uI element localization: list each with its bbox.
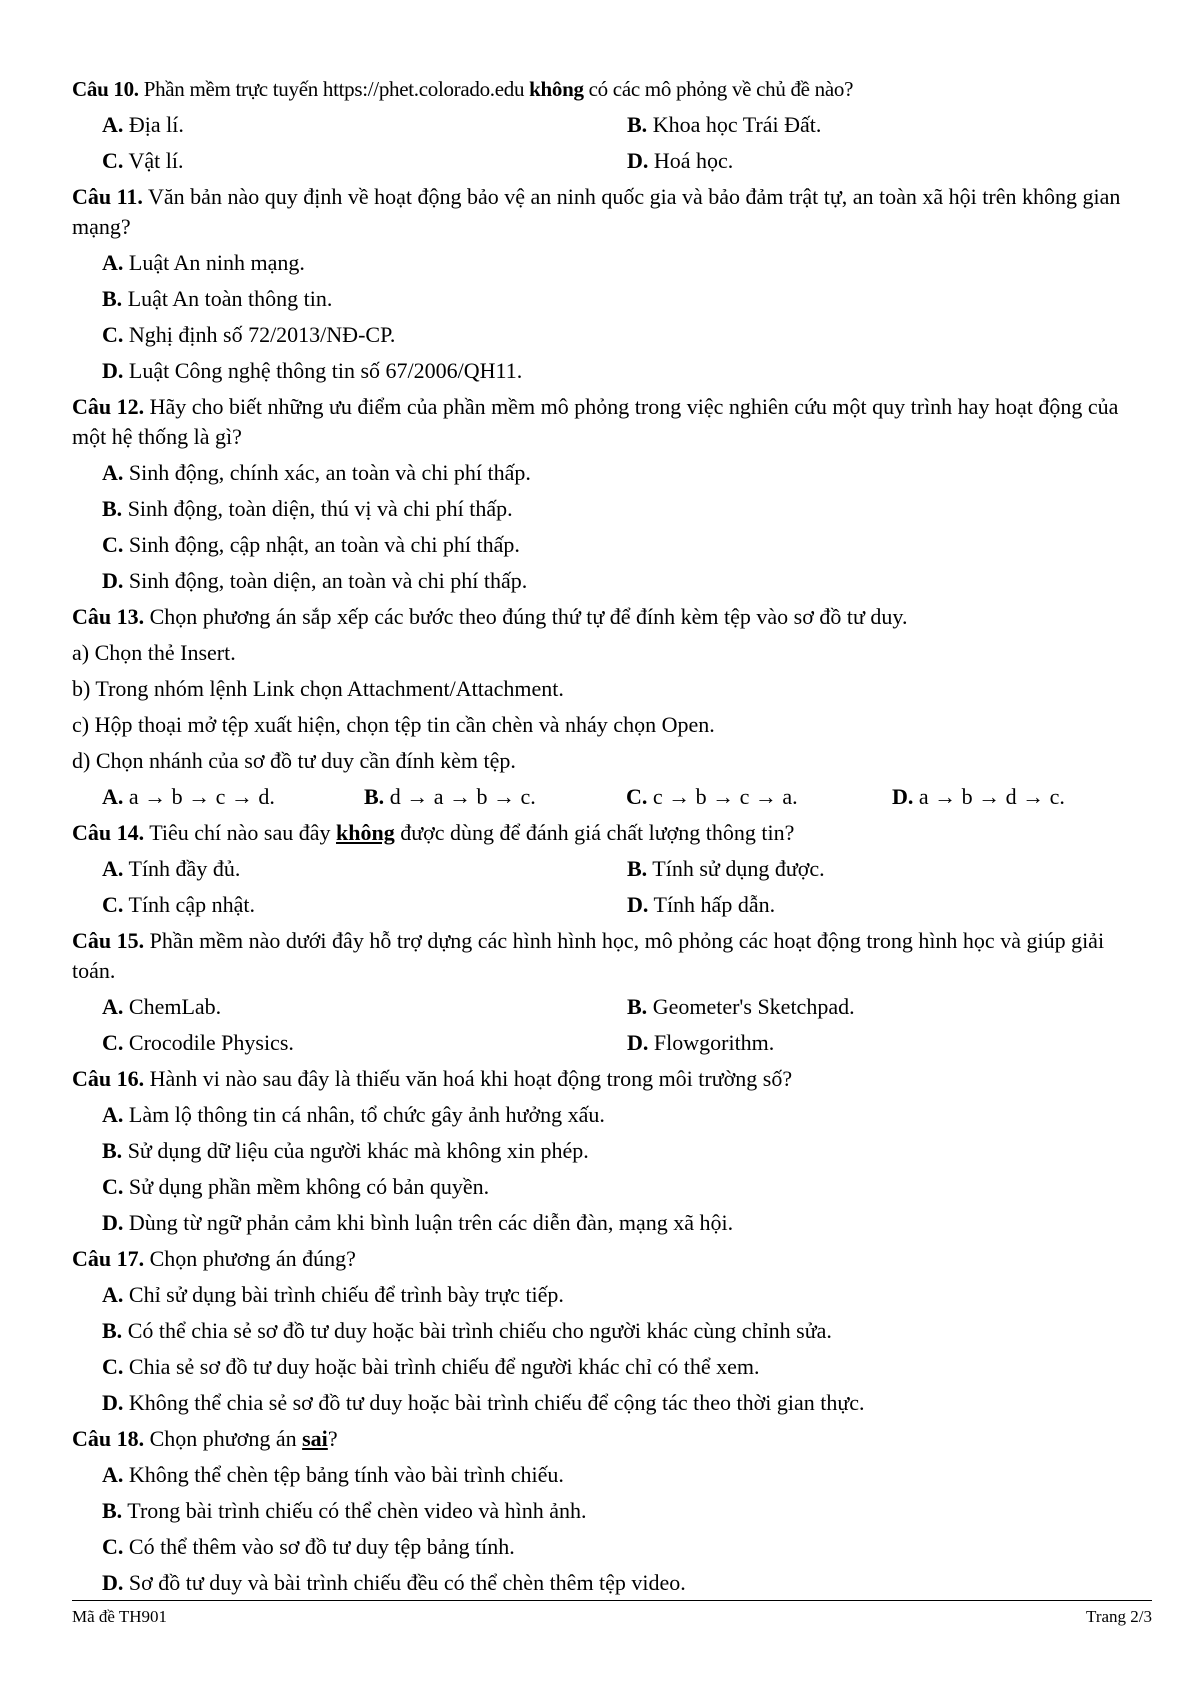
option-c: C. Vật lí. [102,148,184,173]
options-row [102,854,1152,884]
question-12 [72,392,1152,452]
option-d: D. Sinh động, toàn diện, an toàn và chi phí thấp. [102,568,528,593]
option-d: D. Dùng từ ngữ phản cảm khi bình luận trên các diễn đàn, mạng xã hội. [102,1210,734,1235]
question-label: Câu 12. [72,394,145,419]
option-b: B. Geometer's Sketchpad. [627,994,855,1019]
question-label: Câu 14. [72,820,145,845]
question-10 [72,74,1152,104]
question-label: Câu 15. [72,928,145,953]
question-text: Chọn phương án [149,1426,297,1451]
question-text: Chọn phương án đúng? [149,1246,356,1271]
page-footer [72,1606,1152,1628]
option-c: C. c → b → c → a. [626,784,798,809]
question-text: Phần mềm trực tuyến https://phet.colorado.edu [143,77,525,101]
question-text: Hành vi nào sau đây là thiếu văn hoá khi hoạt động trong môi trường số? [149,1066,793,1091]
question-label: Câu 13. [72,604,145,629]
option-a: A. Sinh động, chính xác, an toàn và chi phí thấp. [102,460,531,485]
question-text: ? [327,1426,338,1451]
option-d: D. a → b → d → c. [892,784,1065,809]
question-text: được dùng để đánh giá chất lượng thông tin? [400,820,795,845]
option-c: C. Chia sẻ sơ đồ tư duy hoặc bài trình chiếu để người khác chỉ có thể xem. [102,1354,760,1379]
option-d: D. Hoá học. [627,148,734,173]
option-b: B. Sinh động, toàn diện, thú vị và chi phí thấp. [102,496,513,521]
option-d: D. Tính hấp dẫn. [627,892,776,917]
option-b: B. Khoa học Trái Đất. [627,112,822,137]
option-d: D. Không thể chia sẻ sơ đồ tư duy hoặc bài trình chiếu để cộng tác theo thời gian thực. [102,1390,865,1415]
option-c: C. Crocodile Physics. [102,1030,294,1055]
question-text: Văn bản nào quy định về hoạt động bảo vệ an ninh quốc gia và bảo đảm trật tự, an toàn xã hội trên không gian mạng? [72,184,1121,239]
option-c: C. Sinh động, cập nhật, an toàn và chi phí thấp. [102,532,520,557]
step-a: a) Chọn thẻ Insert. [72,640,236,665]
question-label: Câu 11. [72,184,143,209]
question-text: Tiêu chí nào sau đây [149,820,331,845]
options-row [102,146,1152,176]
options-row [102,782,1152,812]
question-15 [72,926,1152,986]
question-text: Chọn phương án sắp xếp các bước theo đúng thứ tự để đính kèm tệp vào sơ đồ tư duy. [149,604,908,629]
question-emphasis: không [336,820,395,845]
question-label: Câu 16. [72,1066,145,1091]
question-14 [72,818,1152,848]
question-18 [72,1424,1152,1454]
question-label: Câu 17. [72,1246,145,1271]
option-b: B. Trong bài trình chiếu có thể chèn video và hình ảnh. [102,1498,587,1523]
step-d: d) Chọn nhánh của sơ đồ tư duy cần đính kèm tệp. [72,748,516,773]
options-row [102,1028,1152,1058]
option-d: D. Luật Công nghệ thông tin số 67/2006/QH11. [102,358,523,383]
question-label: Câu 10. [72,77,139,101]
option-b: B. Có thể chia sẻ sơ đồ tư duy hoặc bài trình chiếu cho người khác cùng chỉnh sửa. [102,1318,832,1343]
question-emphasis: sai [302,1426,328,1451]
option-b: B. d → a → b → c. [364,784,536,809]
option-a: A. Địa lí. [102,112,184,137]
option-a: A. Tính đầy đủ. [102,856,241,881]
option-a: A. a → b → c → d. [102,784,275,809]
option-c: C. Sử dụng phần mềm không có bản quyền. [102,1174,490,1199]
option-c: C. Nghị định số 72/2013/NĐ-CP. [102,322,396,347]
page-number: Trang 2/3 [1086,1607,1152,1626]
question-text: Phần mềm nào dưới đây hỗ trợ dựng các hình hình học, mô phỏng các hoạt động trong hình học và giúp giải toán. [72,928,1105,983]
option-b: B. Sử dụng dữ liệu của người khác mà không xin phép. [102,1138,589,1163]
option-c: C. Tính cập nhật. [102,892,255,917]
question-list [72,72,1152,1598]
option-a: A. Luật An ninh mạng. [102,250,305,275]
question-label: Câu 18. [72,1426,145,1451]
question-text: Hãy cho biết những ưu điểm của phần mềm mô phỏng trong việc nghiên cứu một quy trình hay hoạt động của một hệ thống là gì? [72,394,1119,449]
question-16 [72,1064,1152,1094]
option-d: D. Sơ đồ tư duy và bài trình chiếu đều có thể chèn thêm tệp video. [102,1570,686,1595]
option-a: A. ChemLab. [102,994,222,1019]
option-a: A. Chỉ sử dụng bài trình chiếu để trình bày trực tiếp. [102,1282,564,1307]
option-c: C. Có thể thêm vào sơ đồ tư duy tệp bảng tính. [102,1534,515,1559]
question-text: có các mô phỏng về chủ đề nào? [588,77,854,101]
question-11 [72,182,1152,242]
option-a: A. Không thể chèn tệp bảng tính vào bài trình chiếu. [102,1462,564,1487]
exam-code: Mã đề TH901 [72,1607,168,1626]
options-row [102,110,1152,140]
option-a: A. Làm lộ thông tin cá nhân, tổ chức gây ảnh hưởng xấu. [102,1102,605,1127]
footer-divider [72,1600,1152,1601]
question-13 [72,602,1152,632]
option-d: D. Flowgorithm. [627,1030,775,1055]
question-17 [72,1244,1152,1274]
option-b: B. Luật An toàn thông tin. [102,286,333,311]
question-emphasis: không [529,77,584,101]
options-row [102,992,1152,1022]
options-row [102,890,1152,920]
step-b: b) Trong nhóm lệnh Link chọn Attachment/Attachment. [72,676,564,701]
step-c: c) Hộp thoại mở tệp xuất hiện, chọn tệp tin cần chèn và nháy chọn Open. [72,712,715,737]
option-b: B. Tính sử dụng được. [627,856,825,881]
